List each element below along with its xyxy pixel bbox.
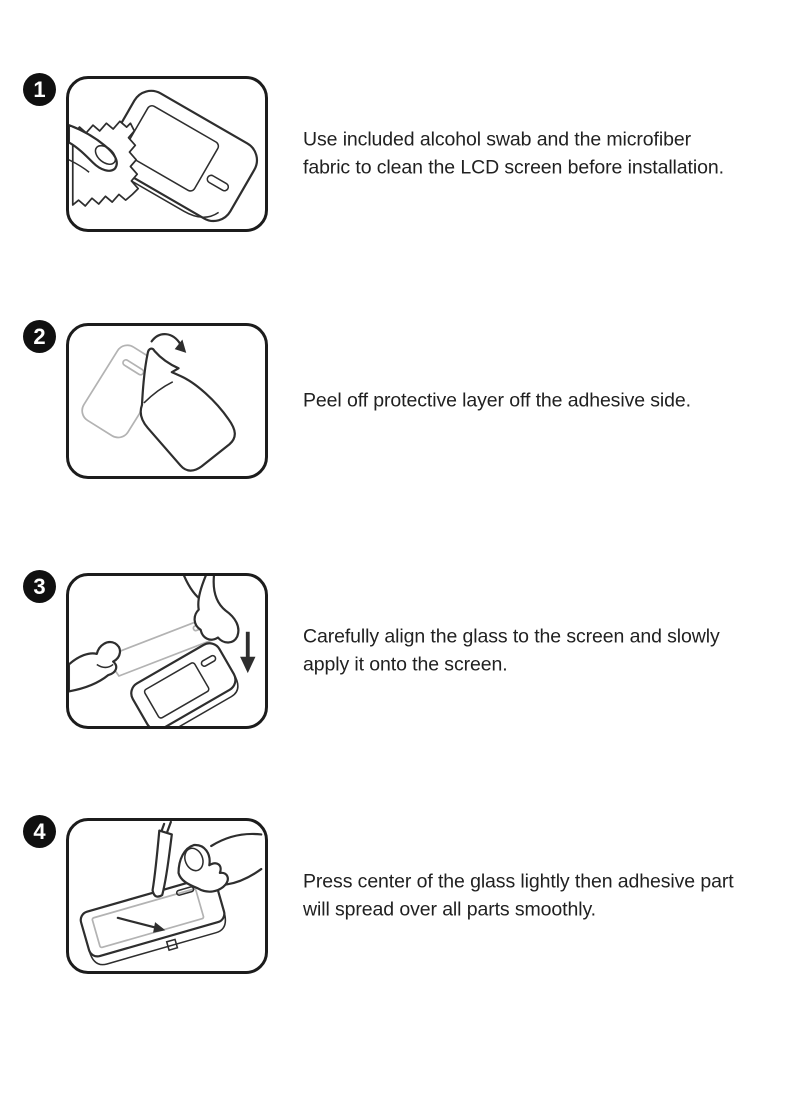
- step-number: 1: [33, 76, 46, 102]
- left-hand-icon: [69, 642, 120, 691]
- step-4: [0, 815, 800, 981]
- step-1-illustration-box: [66, 76, 268, 232]
- step-2-illustration-box: [66, 323, 268, 479]
- align-glass-illustration: [69, 576, 265, 726]
- press-glass-illustration: [69, 821, 265, 971]
- caption-line: Press center of the glass lightly then adhesive part: [303, 870, 734, 893]
- peel-layer-illustration: [69, 326, 265, 476]
- peel-arrow-icon: [152, 334, 187, 353]
- step-4-number-badge: [23, 815, 56, 848]
- protective-layer-icon: [141, 349, 235, 471]
- step-2: [0, 320, 800, 486]
- caption-line: will spread over all parts smoothly.: [303, 898, 596, 920]
- caption-line: Carefully align the glass to the screen and slowly: [303, 625, 720, 648]
- step-4-caption: [303, 869, 734, 924]
- down-arrow-icon: [240, 632, 255, 673]
- step-3: [0, 570, 800, 736]
- step-number: 4: [33, 818, 46, 844]
- caption-line: apply it onto the screen.: [303, 653, 508, 675]
- caption-line: Peel off protective layer off the adhesive side.: [303, 389, 691, 412]
- step-1: [0, 73, 800, 239]
- step-number: 2: [33, 323, 46, 349]
- step-2-number-badge: [23, 320, 56, 353]
- step-3-illustration-box: [66, 573, 268, 729]
- step-1-number-badge: [23, 73, 56, 106]
- step-3-caption: [303, 624, 720, 679]
- clean-screen-illustration: [69, 79, 265, 229]
- step-4-illustration-box: [66, 818, 268, 974]
- pressing-hand-icon: [153, 822, 262, 897]
- caption-line: fabric to clean the LCD screen before installation.: [303, 156, 724, 178]
- step-2-caption: [303, 387, 691, 415]
- caption-line: Use included alcohol swab and the microfiber: [303, 128, 691, 151]
- step-1-caption: [303, 127, 724, 182]
- step-number: 3: [33, 573, 46, 599]
- step-3-number-badge: [23, 570, 56, 603]
